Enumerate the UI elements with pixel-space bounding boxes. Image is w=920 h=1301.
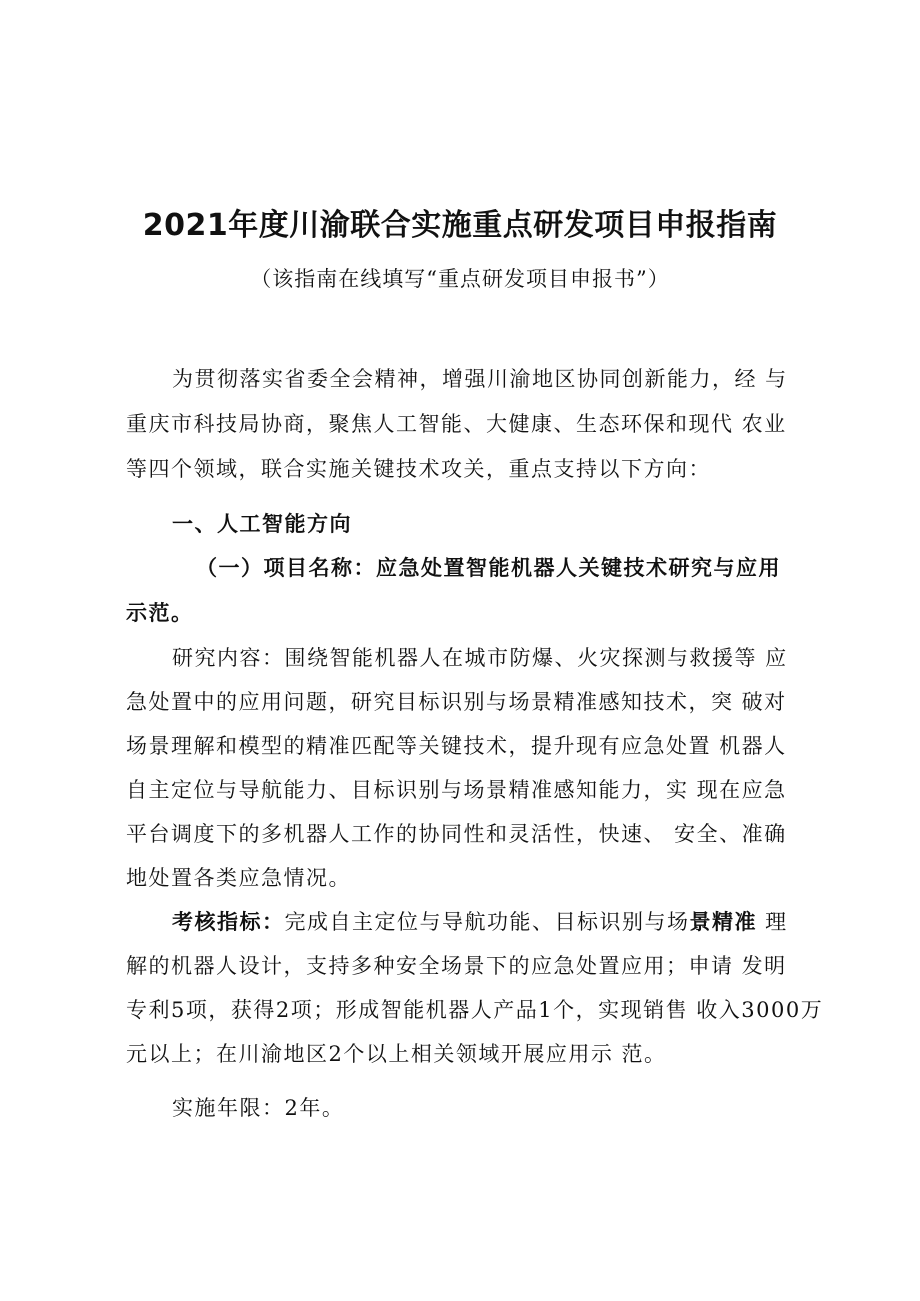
project-title-line-2: 示范。 [126,601,194,625]
research-line-5: 平台调度下的多机器人工作的协同性和灵活性，快速、 安全、准确 [126,822,787,846]
intro-line-2: 重庆市科技局协商，聚焦人工智能、大健康、生态环保和现代 农业 [126,412,787,436]
assessment-line-1 [172,907,788,937]
assessment-line-4: 元以上；在川渝地区2个以上相关领域开展应用示 范。 [126,1042,667,1066]
duration: 实施年限：2年。 [172,1096,345,1120]
research-line-3: 场景理解和模型的精准匹配等关键技术，提升现有应急处置 机器人 [126,734,787,758]
research-line-1: 研究内容：围绕智能机器人在城市防爆、火灾探测与救援等 应 [172,646,788,670]
section-heading-ai: 一、人工智能方向 [172,512,352,536]
assessment-text-1: 完成自主定位与导航功能、目标识别与场 [284,910,690,934]
intro-line-1: 为贯彻落实省委全会精神，增强川渝地区协同创新能力，经 与 [172,367,788,391]
assessment-label: 考核指标： [172,910,285,934]
assessment-bold-mid: 景精准 [689,909,757,934]
assessment-line-3: 专利5项，获得2项；形成智能机器人产品1个，实现销售 收入3000万 [126,998,824,1022]
document-title: 2021年度川渝联合实施重点研发项目申报指南 [142,208,778,243]
document-subtitle: （该指南在线填写“重点研发项目申报书”） [250,267,670,291]
assessment-line-2: 解的机器人设计，支持多种安全场景下的应急处置应用；申请 发明 [126,954,787,978]
assessment-text-1-tail: 理 [757,910,788,934]
project-title-line-1: （一）项目名称：应急处置智能机器人关键技术研究与应用 [196,556,781,580]
research-line-2: 急处置中的应用问题，研究目标识别与场景精准感知技术，突 破对 [126,690,787,714]
research-line-6: 地处置各类应急情况。 [126,866,351,890]
intro-line-3: 等四个领域，联合实施关键技术攻关，重点支持以下方向： [126,457,711,481]
research-line-4: 自主定位与导航能力、目标识别与场景精准感知能力，实 现在应急 [126,778,787,802]
